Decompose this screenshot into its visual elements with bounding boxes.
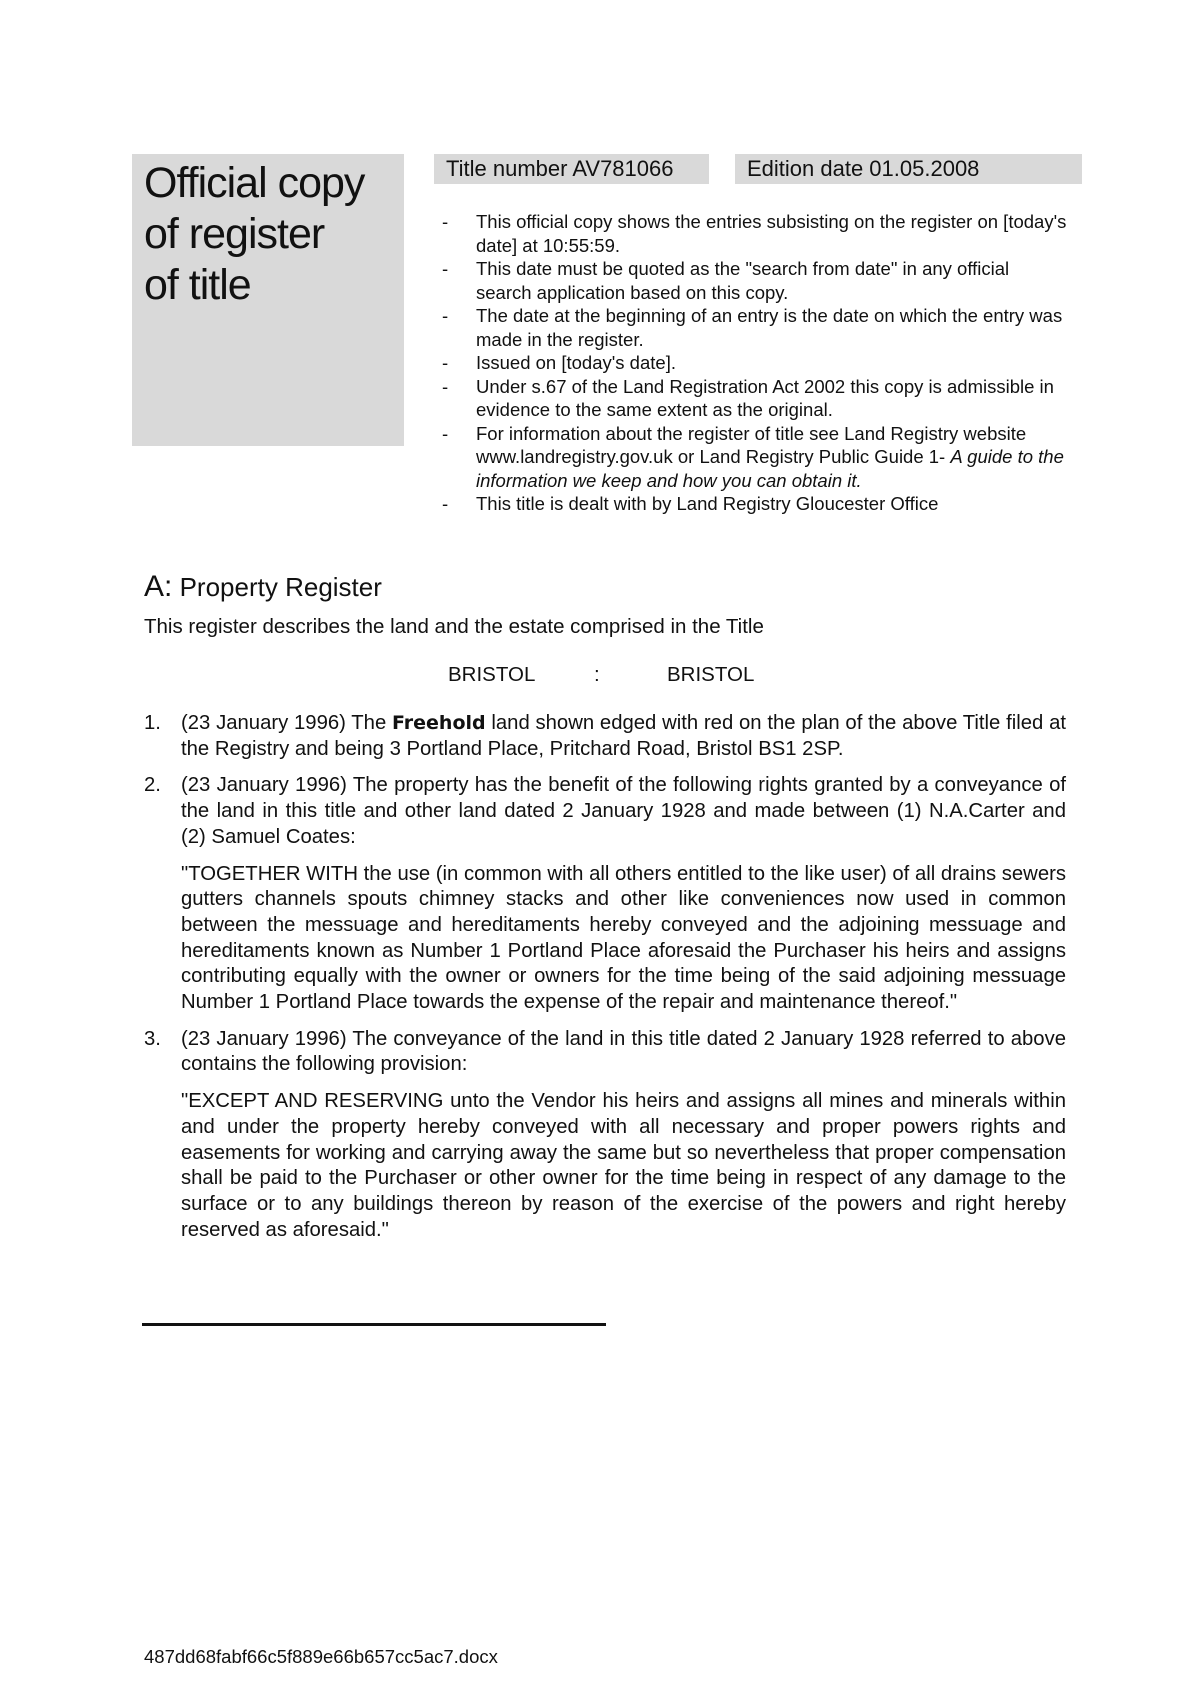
register-entries [144,711,1066,1254]
entry-quote: "EXCEPT AND RESERVING unto the Vendor his heirs and assigns all mines and minerals within and under the property hereby conveyed with all necessary and proper powers rights and easements for working and carrying away the same but so nevertheless that proper compensation shall be paid to the Purchaser or other owner for the time being in respect of any damage to the surface or to any buildings thereon by reason of the exercise of the powers and right hereby reserved as aforesaid." [181,1090,1066,1241]
title-number-label: Title number AV781066 [434,154,709,184]
register-entry [144,711,1066,762]
location-separator: : [594,663,600,686]
note-dash: - [442,305,449,326]
note-dash: - [442,211,449,232]
section-description: This register describes the land and the estate comprised in the Title [144,615,764,638]
note-dash: - [442,352,449,373]
note-item [442,257,1067,304]
location-county: BRISTOL [667,663,755,686]
document-title-box [132,154,404,446]
note-item [442,351,1067,375]
note-text: This official copy shows the entries subsisting on the register on [today's date] at 10:55:59. [476,211,1067,256]
section-heading [144,570,382,604]
note-item [442,422,1067,493]
edition-date-label: Edition date 01.05.2008 [735,154,1082,184]
note-text: Under s.67 of the Land Registration Act 2002 this copy is admissible in evidence to the same extent as the original. [476,375,1054,420]
note-dash: - [442,375,449,397]
location-district: BRISTOL [448,663,536,686]
note-item [442,492,1067,516]
entry-text: (23 January 1996) The [181,712,393,734]
entry-number: 1. [144,712,161,734]
note-text: This title is dealt with by Land Registry Gloucester Office [476,493,939,514]
entry-quote: "TOGETHER WITH the use (in common with all others entitled to the like user) of all drains sewers gutters channels spouts chimney stacks and other like conveniences now used in common between the messuage and hereditaments hereby conveyed and the adjoining messuage and hereditaments known as Number 1 Portland Place aforesaid the Purchaser his heirs and assigns contributing equally with the owner or owners for the time being of the said adjoining messuage Number 1 Portland Place towards the expense of the repair and maintenance thereof." [181,862,1066,1014]
document-title-line: Official copy [144,159,365,207]
note-text: Issued on [today's date]. [476,352,676,373]
official-copy-notes [442,210,1067,516]
section-letter: A: [144,570,173,603]
note-text: For information about the register of title see Land Registry website www.landregistry.gov.uk or Land Registry Public Guide 1- [476,422,1027,467]
entry-number: 3. [144,1027,161,1050]
document-title-line: of register [144,210,325,258]
note-text: The date at the beginning of an entry is the date on which the entry was made in the register. [476,305,1063,350]
entry-text: (23 January 1996) The conveyance of the land in this title dated 2 January 1928 referred to above contains the following provision: [181,1027,1066,1076]
document-title-line: of title [144,261,251,309]
register-entry [144,773,1066,1015]
note-dash: - [442,422,449,444]
entry-number: 2. [144,774,161,797]
note-guide-title: A guide to the information we keep and how you can obtain it. [476,446,1064,491]
note-text: This date must be quoted as the "search from date" in any official search application based on this copy. [476,258,1010,303]
end-of-register-rule [142,1323,606,1326]
section-title: Property Register [179,572,382,602]
note-item [442,304,1067,351]
entry-text: land shown edged with red on the plan of the above Title filed at the Registry and being 3 Portland Place, Pritchard Road, Bristol BS1 2SP. [181,712,1066,760]
entry-estate-type: Freehold [392,712,486,734]
note-item [442,210,1067,257]
register-entry [144,1027,1066,1244]
note-dash: - [442,258,449,279]
note-dash: - [442,493,449,514]
footer-filename: 487dd68fabf66c5f889e66b657cc5ac7.docx [144,1646,498,1667]
entry-text: (23 January 1996) The property has the benefit of the following rights granted by a conveyance of the land in this title and other land dated 2 January 1928 and made between (1) N.A.Carter and (2) Samuel Coates: [181,774,1066,848]
note-item [442,375,1067,422]
